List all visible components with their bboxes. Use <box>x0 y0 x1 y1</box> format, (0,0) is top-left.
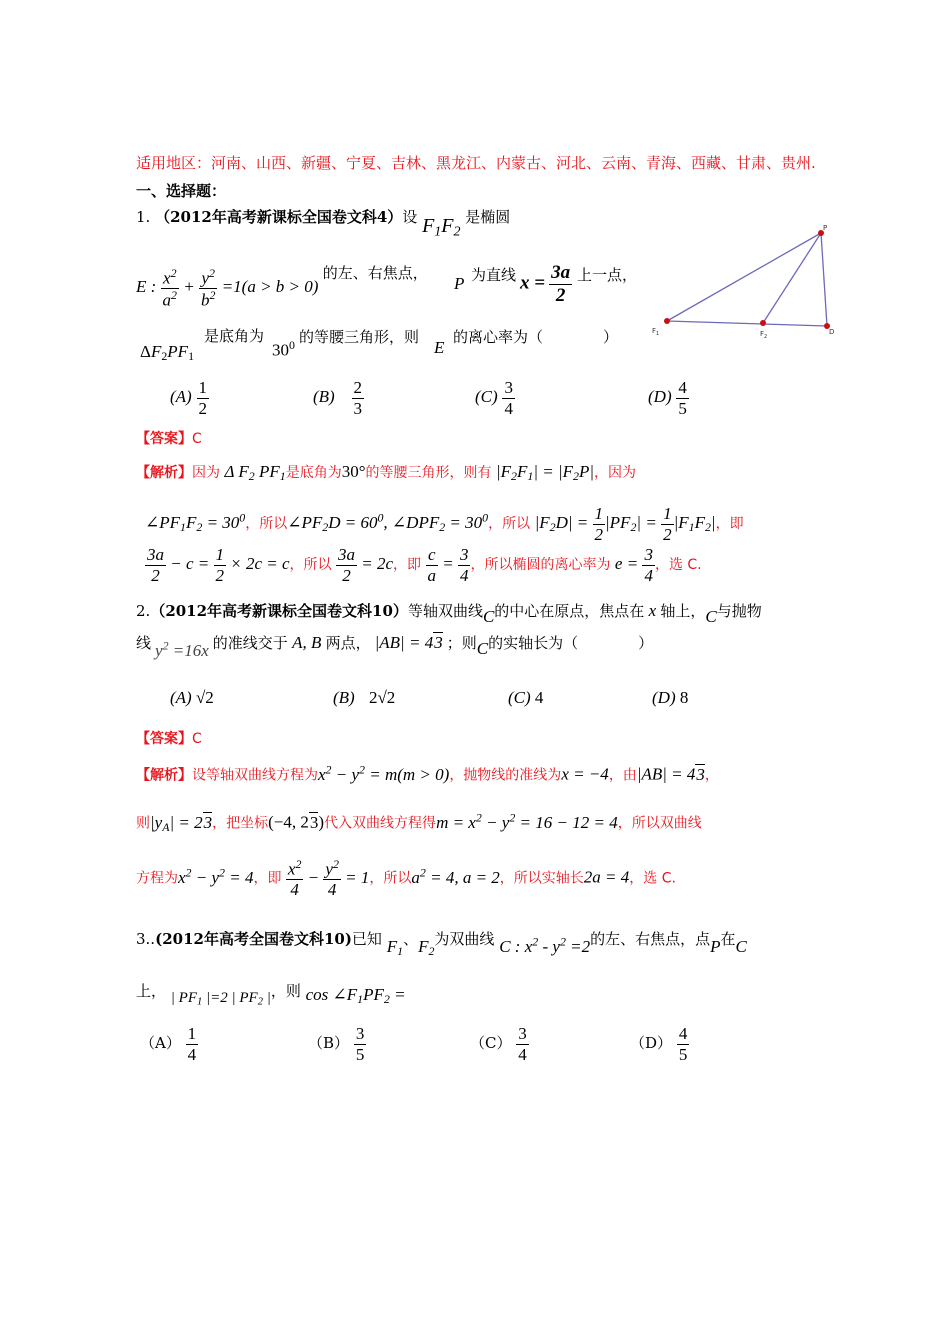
option-num: 4 <box>678 378 687 397</box>
option-num: 3 <box>518 1024 527 1043</box>
triangle-figure <box>645 222 845 342</box>
q1-text-line: 为直线 <box>471 266 517 284</box>
q2-text: 两点， <box>325 634 371 652</box>
option-den: 4 <box>518 1044 527 1064</box>
q1-text: 设 <box>402 208 418 226</box>
label-f1: $F_1$ <box>652 327 660 337</box>
q1-analysis-line2: $\angle PF_1F_2 = 30^0$，所以$\angle PF_2D = 60^0$, $\angle DPF_2 = 30^0$，所以 $|F_2D|$ = $\frac{1}{2}$ $|PF_2|$ = $\frac{1}{2}$ $|F_1F_2|$，即 <box>145 504 744 544</box>
analysis-text: ，即 <box>253 870 282 887</box>
answer-tag: 【答案】 <box>136 731 192 747</box>
q1-math-e: E <box>434 338 445 357</box>
q2-option-a[interactable] <box>170 688 214 708</box>
q2-text: 的实轴长为（ ） <box>488 634 654 652</box>
q1-source: （2012年高考新课标全国卷文科4） <box>155 208 403 226</box>
label-d: D <box>829 328 835 336</box>
analysis-text: 代入双曲线方程得 <box>324 815 437 832</box>
option-num: 3 <box>355 1024 365 1043</box>
q1-math-f1f2: $F_1F_2$ <box>422 215 461 240</box>
option-label: (C) <box>475 387 498 407</box>
option-den: 4 <box>187 1044 197 1064</box>
analysis-text: ，即 <box>715 515 744 532</box>
q3-line1: 3..(2012年高考全国卷文科10)已知 $F_1$、$F_2$为双曲线 C : $x^2 - y^2 =2$的左、右焦点，点P在C <box>136 930 747 958</box>
option-num: 3 <box>504 378 513 397</box>
option-num: 1 <box>198 378 207 397</box>
answer-value: C <box>192 431 202 447</box>
option-label: （B） <box>308 1034 350 1053</box>
option-den: 4 <box>504 398 513 418</box>
q2-line1: 2.（2012年高考新课标全国卷文科10）等轴双曲线C的中心在原点，焦点在 x 轴上，C与抛物 <box>136 601 762 626</box>
analysis-text: ，所以椭圆的离心率为 <box>470 556 611 573</box>
q2-line2: 线 $y^2 =16x$ 的准线交于 A, B 两点， |AB| = 43 ；则C的实轴长为（ ） <box>136 633 654 660</box>
q1-text-base: 是底角为 <box>204 327 265 345</box>
q3-option-a[interactable] <box>140 1024 198 1064</box>
analysis-text: ， <box>704 767 719 784</box>
option-den: 3 <box>353 398 362 418</box>
q1-text: 是椭圆 <box>465 208 511 226</box>
option-value: 2√2 <box>368 688 396 707</box>
q3-text: 已知 <box>351 930 382 948</box>
analysis-text: ，把坐标 <box>212 815 269 832</box>
analysis-text: 设等轴双曲线方程为 <box>192 767 318 784</box>
analysis-text: ，所以 <box>245 515 288 532</box>
q1-answer <box>136 428 202 448</box>
q2-analysis-line3: 方程为$x^2 - y^2 = 4$，即 $\frac{x^2}{4}$ − $\frac{y^2}{4}$ = 1，所以$a^2 = 4$, a = 2，所以实轴长2a = 4，选 C. <box>136 857 676 900</box>
q1-line1 <box>136 206 510 241</box>
regions-line: 适用地区：河南、山西、新疆、宁夏、吉林、黑龙江、内蒙古、河北、云南、青海、西藏、甘肃、贵州. <box>136 154 816 172</box>
q3-text: 的左、右焦点，点 <box>590 930 711 948</box>
q3-line2: 上， | $PF_1$ |=2 | $PF_2$ |，则 $\cos \angle F_1PF_2$ = <box>136 982 406 1008</box>
q2-option-d[interactable] <box>652 688 688 708</box>
option-label: (D) <box>648 387 672 407</box>
q3-text: 在 <box>720 930 736 948</box>
q2-number: 2. <box>136 602 151 620</box>
label-f2: $F_2$ <box>760 330 768 340</box>
option-label: (D) <box>652 688 676 707</box>
q1-analysis-line3: $\frac{3a}{2}$ − c = $\frac{1}{2}$ × 2c = c，所以 $\frac{3a}{2}$ = 2c，即 $\frac{c}{a}$ = $\frac{3}{4}$ ，所以椭圆的离心率为 e = $\frac{3}{4}$ ，选 C. <box>147 545 702 585</box>
option-num: 1 <box>187 1024 197 1043</box>
analysis-text: 则 <box>136 815 150 832</box>
q3-number: 3.. <box>136 930 156 948</box>
q1-analysis-line1: 【解析】因为 Δ $F_2$ $PF_1$是底角为30°的等腰三角形，则有 $|F_2F_1| = |F_2P|$，因为 <box>136 462 637 483</box>
option-num: 2 <box>353 378 362 397</box>
q1-math-x: x = $\frac{3a}{2}$ <box>520 262 571 306</box>
option-den: 2 <box>198 398 207 418</box>
q1-option-d[interactable] <box>648 378 689 418</box>
q1-text-iso: 的等腰三角形，则 <box>299 328 420 346</box>
option-value: 8 <box>679 688 689 707</box>
analysis-text: ，由 <box>608 767 637 784</box>
analysis-text: 方程为 <box>136 870 178 887</box>
option-label: （A） <box>140 1034 181 1053</box>
q2-text: 的准线交于 <box>212 634 288 652</box>
option-label: （C） <box>470 1034 512 1053</box>
q1-math-triangle: $\Delta F_2PF_1$ <box>140 342 195 363</box>
q1-option-b[interactable] <box>313 378 364 418</box>
q2-text: 轴上， <box>660 602 706 620</box>
q1-text: 的左、右焦点， <box>322 264 428 282</box>
answer-tag: 【答案】 <box>136 431 192 447</box>
q1-math-ellipse: E : $\frac{x^2}{a^2}$ + $\frac{y^2}{b^2}$ =1(a > b > 0) <box>136 265 323 310</box>
q1-text-point: 上一点， <box>577 266 638 284</box>
analysis-text: 因为 <box>192 465 220 481</box>
option-label: (A) <box>170 688 192 707</box>
q3-text: ，则 <box>270 982 301 1000</box>
option-label: (B) <box>313 387 335 407</box>
q2-text: 的中心在原点，焦点在 <box>494 602 645 620</box>
answer-value: C <box>192 731 202 747</box>
analysis-text: ，所以实轴长 <box>499 870 584 887</box>
q3-text: 、 <box>403 930 419 948</box>
analysis-text: ，选 C. <box>654 556 702 573</box>
option-label: (C) <box>508 688 531 707</box>
q2-text: 与抛物 <box>716 602 762 620</box>
q2-text: ；则 <box>446 634 477 652</box>
label-p: P <box>823 224 828 232</box>
analysis-tag: 【解析】 <box>136 465 192 481</box>
option-den: 5 <box>355 1044 365 1064</box>
q1-option-c[interactable] <box>475 378 515 418</box>
analysis-text: ，所以 <box>289 556 332 573</box>
q3-option-c[interactable] <box>470 1024 529 1064</box>
option-den: 5 <box>678 398 687 418</box>
analysis-text: ，所以 <box>488 515 531 532</box>
q2-answer <box>136 728 202 748</box>
q1-text-ecc: 的离心率为（ ） <box>453 328 619 346</box>
point-f1 <box>664 318 670 324</box>
q1-line2 <box>136 262 428 310</box>
q3-source: (2012年高考全国卷文科10) <box>155 930 352 948</box>
analysis-text: ，抛物线的准线为 <box>449 767 562 784</box>
q1-math-p: P <box>454 274 465 293</box>
analysis-text: ，因为 <box>594 465 637 481</box>
q2-analysis-line1: 【解析】设等轴双曲线方程为$x^2 - y^2 = m(m > 0)$，抛物线的准线为x = −4，由|AB| = 43， <box>136 762 719 784</box>
option-label: (B) <box>333 688 355 707</box>
q3-text: 上， <box>136 982 167 1000</box>
option-value: √2 <box>195 688 214 707</box>
q2-text: 等轴双曲线 <box>407 602 483 620</box>
q1-option-a[interactable] <box>170 378 209 418</box>
q2-source: （2012年高考新课标全国卷文科10） <box>150 602 408 620</box>
q2-option-c[interactable] <box>508 688 543 708</box>
analysis-tag: 【解析】 <box>136 767 192 784</box>
q2-text: 线 <box>136 634 152 652</box>
analysis-text: 是底角为 <box>285 465 342 481</box>
point-f2 <box>760 320 766 326</box>
analysis-text: 的等腰三角形，则有 <box>365 465 492 481</box>
option-den: 5 <box>678 1044 688 1064</box>
q1-math-30: $30^0$ <box>272 338 295 360</box>
q2-option-b[interactable] <box>333 688 395 708</box>
option-num: 4 <box>678 1024 688 1043</box>
q2-analysis-line2: 则$|y_A| = 23$，把坐标(−4, 23)代入双曲线方程得$m = x^2 - y^2 = 16 - 12 = 4$，所以双曲线 <box>136 810 702 834</box>
option-label: (A) <box>170 387 192 407</box>
section-title: 一、选择题： <box>136 182 227 200</box>
q3-option-b[interactable] <box>308 1024 366 1064</box>
analysis-text: ，即 <box>393 556 422 573</box>
analysis-text: ，所以双曲线 <box>617 815 702 832</box>
q1-number: 1. <box>136 208 151 226</box>
option-value: 4 <box>534 688 544 707</box>
q3-text: 为双曲线 <box>434 930 495 948</box>
analysis-text: ，选 C. <box>629 870 676 887</box>
analysis-text: ，所以 <box>369 870 412 887</box>
q3-option-d[interactable] <box>630 1024 689 1064</box>
option-label: （D） <box>630 1034 673 1053</box>
